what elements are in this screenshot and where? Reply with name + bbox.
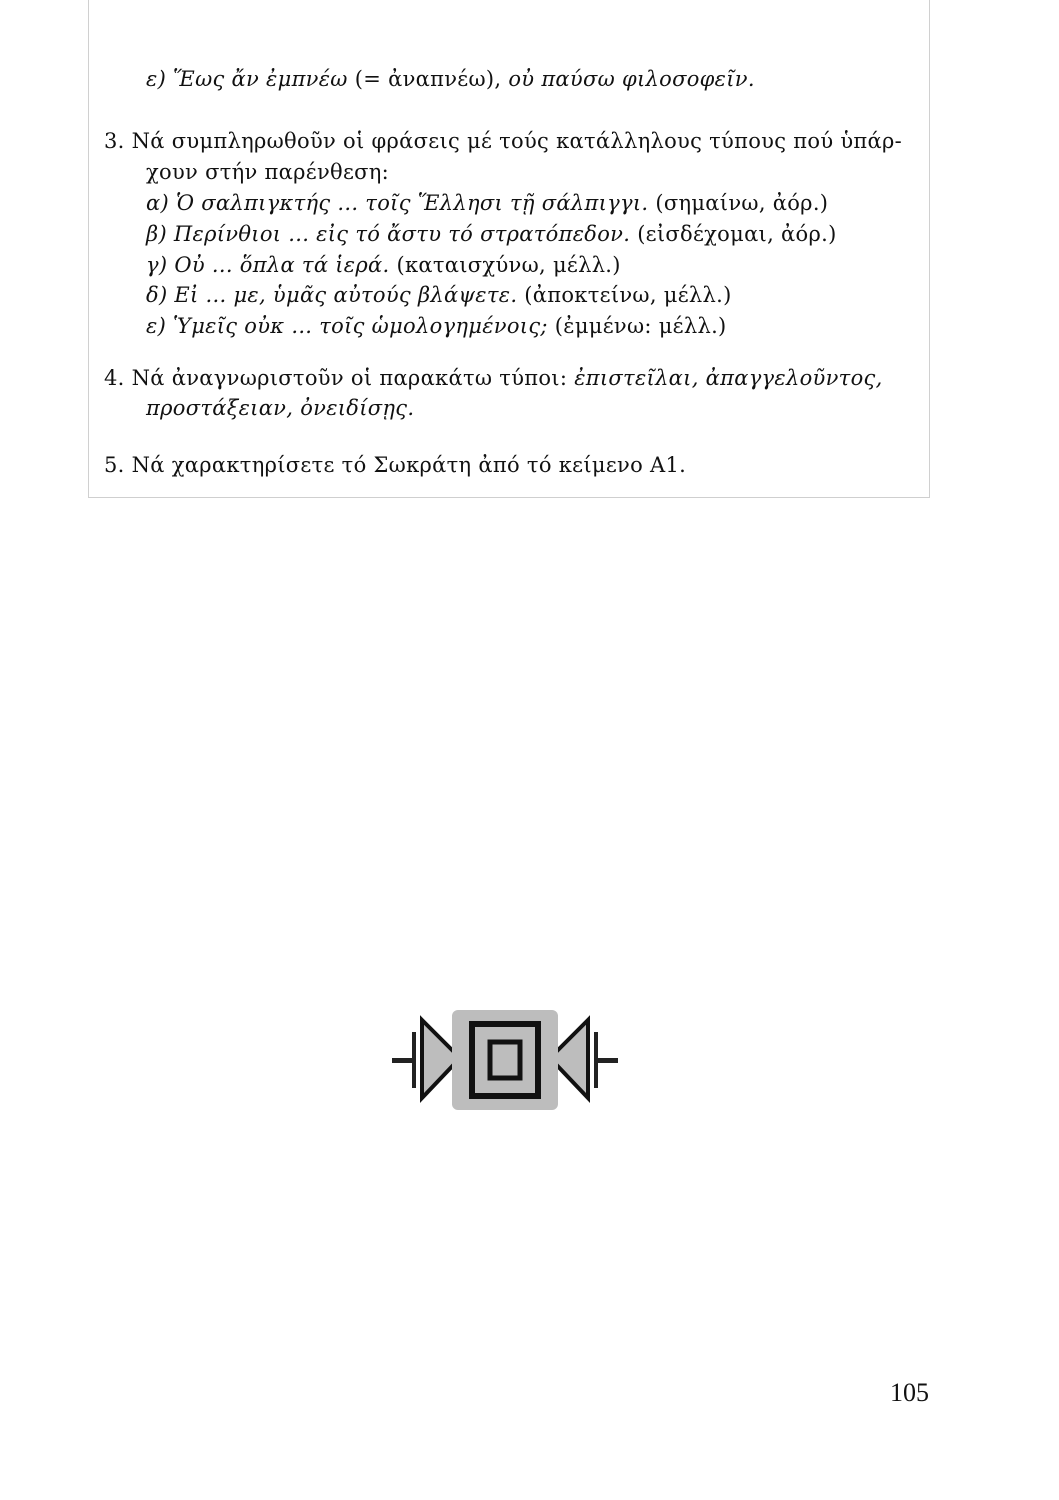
item-hint: (καταισχύνω, μέλλ.)	[389, 253, 621, 277]
item-hint: (ἐμμένω: μέλλ.)	[547, 314, 727, 338]
item-hint: (ἀποκτείνω, μέλλ.)	[517, 283, 732, 307]
question-4-line-2: προστάξειαν, ὀνειδίσῃς.	[146, 396, 415, 420]
exercise-item-epsilon-prev	[146, 64, 755, 94]
question-5: 5. Νά χαρακτηρίσετε τό Σωκράτη ἀπό τό κείμενο Α1.	[104, 453, 687, 477]
question-3-line-2: χουν στήν παρένθεση:	[146, 160, 390, 184]
question-3-line-1: 3. Νά συμπληρωθοῦν οἱ φράσεις μέ τούς κατάλληλους τύπους πού ὑπάρ-	[104, 129, 903, 153]
item-text: Εἰ ... με, ὑμᾶς αὐτούς βλάψετε.	[174, 283, 518, 307]
item-text-end: οὐ παύσω φιλοσοφεῖν.	[508, 67, 755, 91]
question-3-item-e	[146, 311, 727, 341]
item-hint: (εἰσδέχομαι, ἀόρ.)	[630, 222, 837, 246]
item-label: β)	[146, 222, 167, 246]
item-text: Περίνθιοι ... εἰς τό ἄστυ τό στρατόπεδον.	[173, 222, 631, 246]
item-text: Οὐ ... ὅπλα τά ἱερά.	[174, 253, 390, 277]
page-number: 105	[890, 1378, 929, 1407]
item-hint: (σημαίνω, ἀόρ.)	[648, 191, 829, 215]
ornament-left-stem	[412, 1032, 416, 1088]
ornament-left-bar	[392, 1058, 414, 1063]
decorative-ornament-icon	[392, 1010, 618, 1110]
item-label: ε)	[146, 67, 167, 91]
ornament-right-stem	[594, 1032, 598, 1088]
question-4-line-1	[104, 363, 883, 393]
question-3-item-b	[146, 219, 837, 249]
item-gloss: (= ἀναπνέω),	[347, 67, 509, 91]
question-4-forms: ἐπιστεῖλαι, ἀπαγγελοῦντος,	[574, 366, 883, 390]
item-label: ε)	[146, 314, 167, 338]
item-text: Ἕως ἄν ἐμπνέω	[173, 67, 348, 91]
question-3-item-c	[146, 250, 621, 280]
ornament-right-bar	[596, 1058, 618, 1063]
item-label: δ)	[146, 283, 168, 307]
question-4-prompt: 4. Νά ἀναγνωριστοῦν οἱ παρακάτω τύποι:	[104, 366, 575, 390]
question-3-item-d	[146, 280, 732, 310]
question-3-item-a	[146, 188, 828, 218]
item-text: Ὑμεῖς οὐκ ... τοῖς ὡμολογημένοις;	[173, 314, 548, 338]
item-label: α)	[146, 191, 169, 215]
item-label: γ)	[146, 253, 168, 277]
item-text: Ὁ σαλπιγκτής ... τοῖς Ἕλλησι τῇ σάλπιγγι.	[175, 191, 649, 215]
